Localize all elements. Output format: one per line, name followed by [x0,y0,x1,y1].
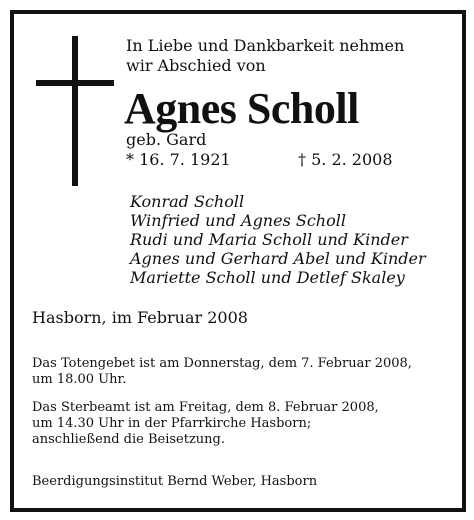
obituary-notice [10,10,466,512]
birth-name: geb. Gard [126,130,207,149]
requiem-line-1: Das Sterbeamt ist am Freitag, dem 8. Februar 2008, [32,400,379,415]
mourner-line: Winfried und Agnes Scholl [130,211,346,230]
mourner-line: Agnes und Gerhard Abel und Kinder [130,249,426,268]
funeral-home: Beerdigungsinstitut Bernd Weber, Hasborn [32,474,318,489]
birth-date: * 16. 7. 1921 [126,150,231,169]
deceased-name: Agnes Scholl [124,84,359,133]
intro-line-1: In Liebe und Dankbarkeit nehmen [126,36,405,55]
requiem-line-3: anschließend die Beisetzung. [32,432,226,447]
cross-icon-bar [36,80,114,86]
intro-line-2: wir Abschied von [126,56,266,75]
mourner-line: Rudi und Maria Scholl und Kinder [130,230,408,249]
death-date: † 5. 2. 2008 [298,150,393,169]
mourner-line: Mariette Scholl und Detlef Skaley [130,268,405,287]
prayer-service-line-2: um 18.00 Uhr. [32,372,127,387]
prayer-service-line-1: Das Totengebet ist am Donnerstag, dem 7. Februar 2008, [32,356,412,371]
mourner-line: Konrad Scholl [130,192,245,211]
cross-icon [72,36,78,186]
place-and-date: Hasborn, im Februar 2008 [32,308,248,327]
requiem-line-2: um 14.30 Uhr in der Pfarrkirche Hasborn; [32,416,312,431]
